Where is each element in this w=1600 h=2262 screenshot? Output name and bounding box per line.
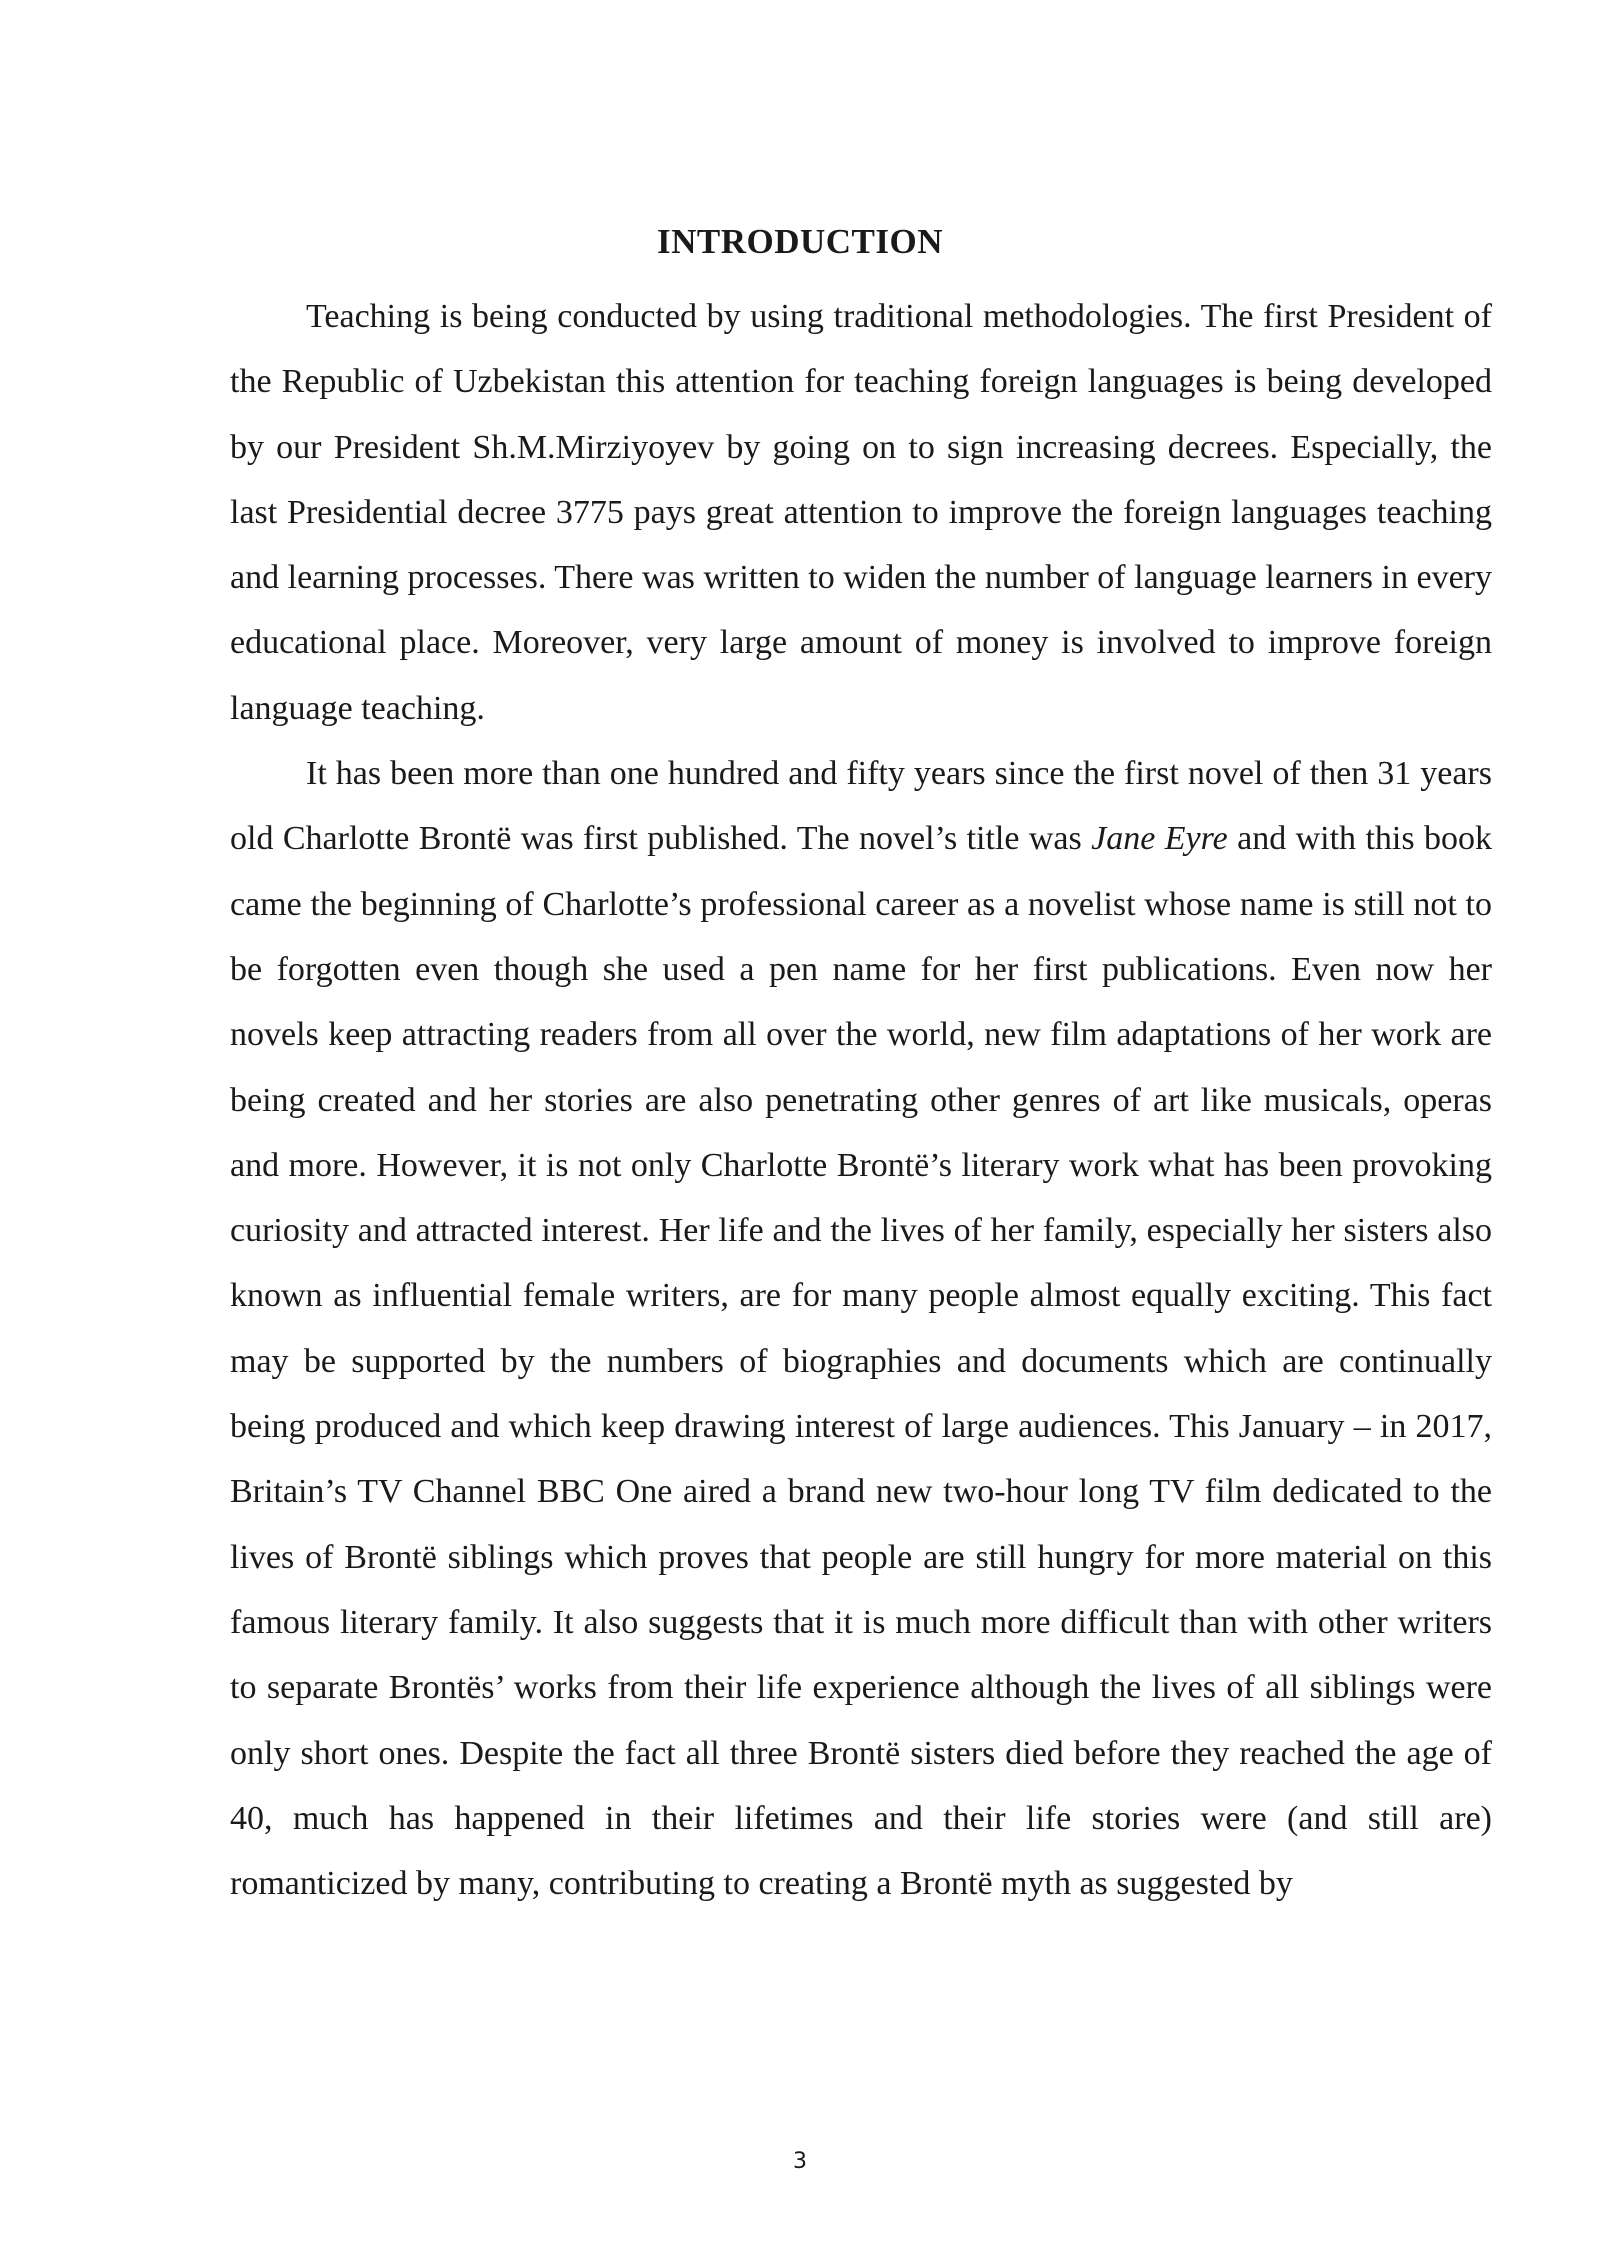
- paragraph-2: [230, 741, 1492, 1916]
- paragraph-2-text-end: and with this book came the beginning of Charlotte’s professional career as a novelist whose name is still not to be forgotten even though she used a pen name for her first publications. Even now her novels keep attracting readers from all over the world, new film adaptations of her work are being created and her stories are also penetrating other genres of art like musicals, operas and more. However, it is not only Charlotte Brontë’s literary work what has been provoking curiosity and attracted interest. Her life and the lives of her family, especially her sisters also known as influential female writers, are for many people almost equally exciting. This fact may be supported by the numbers of biographies and documents which are continually being produced and which keep drawing interest of large audiences. This January – in 2017, Britain’s TV Channel BBC One aired a brand new two-hour long TV film dedicated to the lives of Brontë siblings which proves that people are still hungry for more material on this famous literary family. It also suggests that it is much more difficult than with other writers to separate Brontës’ works from their life experience although the lives of all siblings were only short ones. Despite the fact all three Brontë sisters died before they reached the age of 40, much has happened in their lifetimes and their life stories were (and still are) romanticized by many, contributing to creating a Brontë myth as suggested by: [230, 820, 1492, 1903]
- novel-title: Jane Eyre: [1091, 820, 1228, 858]
- body-text: [230, 284, 1492, 1916]
- page-number: 3: [793, 2149, 807, 2174]
- paragraph-2-text-start: It has been more than one hundred and fifty years since the first novel of then 31 years old Charlotte Brontë was first published. The novel’s title was: [230, 755, 1492, 858]
- paragraph-1: Teaching is being conducted by using traditional methodologies. The first President of the Republic of Uzbekistan this attention for teaching foreign languages is being developed by our President Sh.M.Mirziyoyev by going on to sign increasing decrees. Especially, the last Presidential decree 3775 pays great attention to improve the foreign languages teaching and learning processes. There was written to widen the number of language learners in every educational place. Moreover, very large amount of money is involved to improve foreign language teaching.: [230, 298, 1492, 727]
- section-title: INTRODUCTION: [656, 222, 944, 261]
